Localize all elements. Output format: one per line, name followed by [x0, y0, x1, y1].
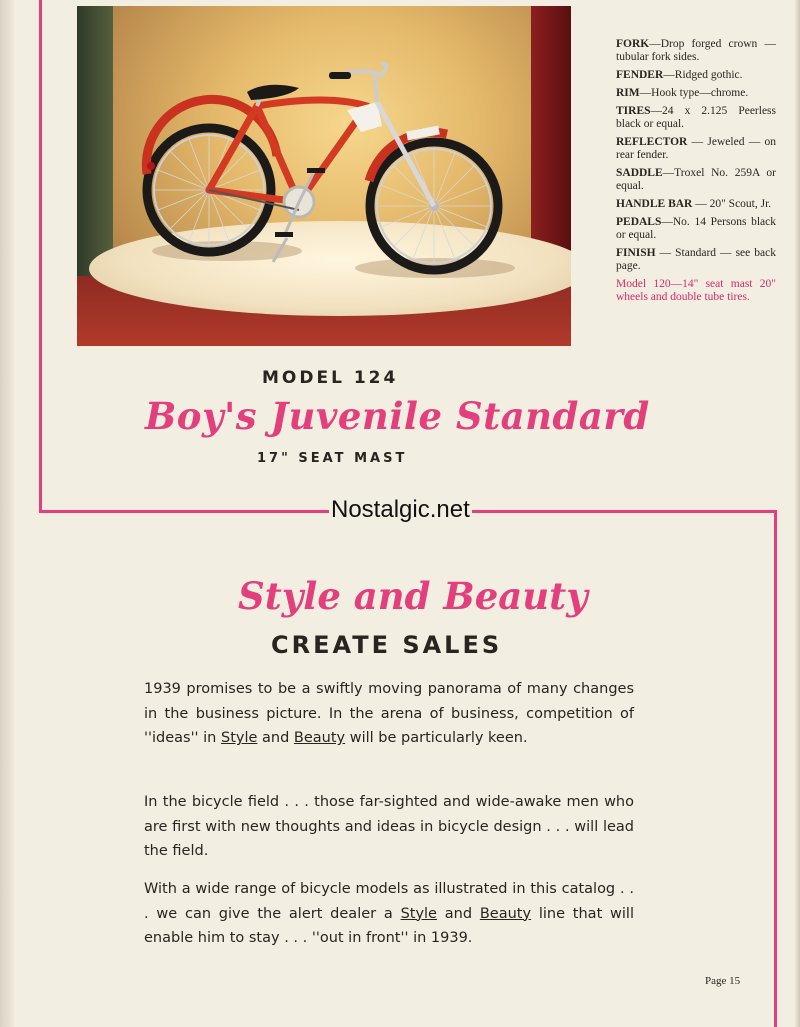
underlined-beauty: Beauty	[479, 905, 532, 922]
paragraph-2: In the bicycle field . . . those far-sighted and wide-awake men who are first with new thoughts and ideas in bicycle design . . . will lead the field.	[144, 794, 634, 859]
spec-tires	[616, 105, 776, 131]
spec-value: — Jeweled — on rear fender.	[616, 136, 776, 161]
model-number: MODEL 124	[262, 368, 399, 388]
model-name: Boy's Juvenile Standard	[145, 394, 650, 438]
saddle	[247, 85, 299, 100]
bicycle-photo	[77, 6, 571, 346]
headline-bold: CREATE SALES	[271, 631, 503, 659]
spec-finish	[616, 247, 776, 273]
page-right-edge	[794, 0, 800, 1027]
bicycle-illustration	[77, 6, 571, 346]
spec-key: SADDLE	[616, 167, 663, 179]
underlined-style: Style	[400, 905, 437, 922]
pedal-left	[275, 232, 293, 237]
spec-saddle	[616, 167, 776, 193]
spec-key: FENDER	[616, 69, 664, 81]
spec-handle-bar	[616, 198, 776, 211]
rear-reflector	[147, 162, 155, 170]
handle-grip	[329, 72, 351, 79]
frame-line-left	[39, 0, 42, 512]
spec-key: RIM	[616, 87, 640, 99]
spec-fender	[616, 69, 776, 82]
spec-key: HANDLE BAR	[616, 198, 693, 210]
underlined-beauty: Beauty	[293, 730, 346, 746]
text-run: and	[436, 905, 480, 922]
seat-mast-label: 17" SEAT MAST	[257, 451, 408, 466]
spec-fork	[616, 38, 776, 64]
text-run: will be particularly keen.	[345, 730, 528, 746]
spec-key: REFLECTOR	[616, 136, 688, 148]
spec-pedals	[616, 216, 776, 242]
spec-key: TIRES	[616, 105, 651, 117]
spec-key: FINISH	[616, 247, 656, 259]
spec-value: —Troxel No. 259A or equal.	[616, 167, 776, 192]
text-run: 1939 promises to be a swiftly moving panorama of many changes in the business picture. In the arena of business, competition of ''ideas'' in	[144, 681, 634, 746]
paragraph-3	[144, 877, 634, 951]
paragraph-1	[144, 677, 634, 751]
headline-script: Style and Beauty	[238, 574, 588, 618]
pedal-right	[307, 168, 325, 173]
text-run: line that will enable him to stay . . . ''out in front'' in 1939.	[144, 905, 634, 946]
spec-value: —24 x 2.125 Peerless black or equal.	[616, 105, 776, 130]
specifications-list	[616, 38, 776, 304]
spec-value: —Drop forged crown —tubular fork sides.	[616, 38, 776, 63]
spec-key: FORK	[616, 38, 650, 50]
spec-key: PEDALS	[616, 216, 662, 228]
underlined-style: Style	[220, 730, 258, 746]
page-number: Page 15	[705, 975, 741, 987]
spec-value: —Ridged gothic.	[663, 69, 743, 81]
frame-line-right	[774, 510, 777, 1027]
spec-value: —No. 14 Persons black or equal.	[616, 216, 776, 241]
front-fender-tip	[407, 130, 439, 136]
text-run: and	[257, 730, 294, 746]
spec-rim	[616, 87, 776, 100]
spec-value: —Hook type—chrome.	[639, 87, 749, 99]
text-run: With a wide range of bicycle models as illustrated in this catalog . . . we can give the alert dealer a	[144, 881, 634, 922]
model-120-note: Model 120—14" seat mast 20" wheels and double tube tires.	[616, 278, 776, 303]
watermark: Nostalgic.net	[331, 496, 470, 523]
page-binding-edge	[0, 0, 14, 1027]
spec-value: — Standard — see back page.	[616, 247, 776, 272]
spec-reflector	[616, 136, 776, 162]
spec-value: — 20" Scout, Jr.	[692, 198, 772, 210]
